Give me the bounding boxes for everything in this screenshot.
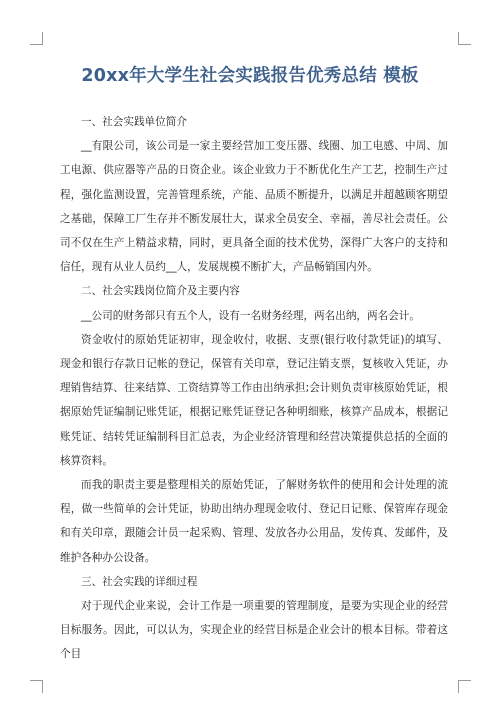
crop-mark-top-left (30, 32, 43, 45)
crop-mark-top-right (458, 32, 471, 45)
crop-mark-bottom-right (458, 680, 471, 693)
section-heading-position-intro: 二、社会实践岗位简介及主要内容 (81, 285, 240, 298)
paragraph-finance-staff: __公司的财务部只有五个人，设有一名财务经理，两名出纳，两名会计。 (81, 309, 420, 322)
paragraph-accounting-goal: 对于现代企业来说，会计工作是一项重要的管理制度，是要为实现企业的经营目标服务。因此，可以认为，实现企业的经营目标是企业会计的根本目标。带着这个目 (60, 600, 448, 661)
paragraph-duties-division: 资金收付的原始凭证初审，现金收付，收据、支票(银行收付款凭证)的填写、现金和银行存款日记帐的登记，保管有关印章，登记注销支票，复核收入凭证，办理销售结算、往来结算、工资结算等工作由出纳承担;会计则负责审核原始凭证，根据原始凭证编制记账凭证，根据记账凭证登记各种明细账，核算产品成本，根据记账凭证、结转凭证编制科目汇总表，为企业经济管理和经营决策提供总括的全面的核算资料。 (60, 333, 448, 467)
paragraph-my-duties: 而我的职责主要是整理相关的原始凭证，了解财务软件的使用和会计处理的流程，做一些简单的会计凭证，协助出纳办理现金收付、登记日记账、保管库存现金和有关印章，跟随会计员一起采购、管理、发放各办公用品，发传真、发邮件，及维护各种办公设备。 (60, 479, 448, 564)
crop-mark-bottom-left (30, 680, 43, 693)
document-title: 20xx年大学生社会实践报告优秀总结 模板 (81, 66, 419, 86)
section-heading-unit-intro: 一、社会实践单位简介 (81, 116, 187, 128)
paragraph-company-intro: __有限公司，该公司是一家主要经营加工变压器、线圈、加工电感、中周、加工电源、供应器等产品的日资企业。该企业致力于不断优化生产工艺，控制生产过程，强化监测设置，完善管理系统，产能、品质不断提升，以满足并超越顾客期望之基础，保障工厂生存并不断发展壮大，谋求全员安全、幸福，善尽社会责任。公司不仅在生产上精益求精，同时，更具备全面的技术优势，深得广大客户的支持和信任，现有从业人员约__人，发展规模不断扩大，产品畅销国内外。 (60, 140, 448, 274)
document-body (60, 110, 448, 667)
section-heading-process: 三、社会实践的详细过程 (81, 575, 198, 588)
